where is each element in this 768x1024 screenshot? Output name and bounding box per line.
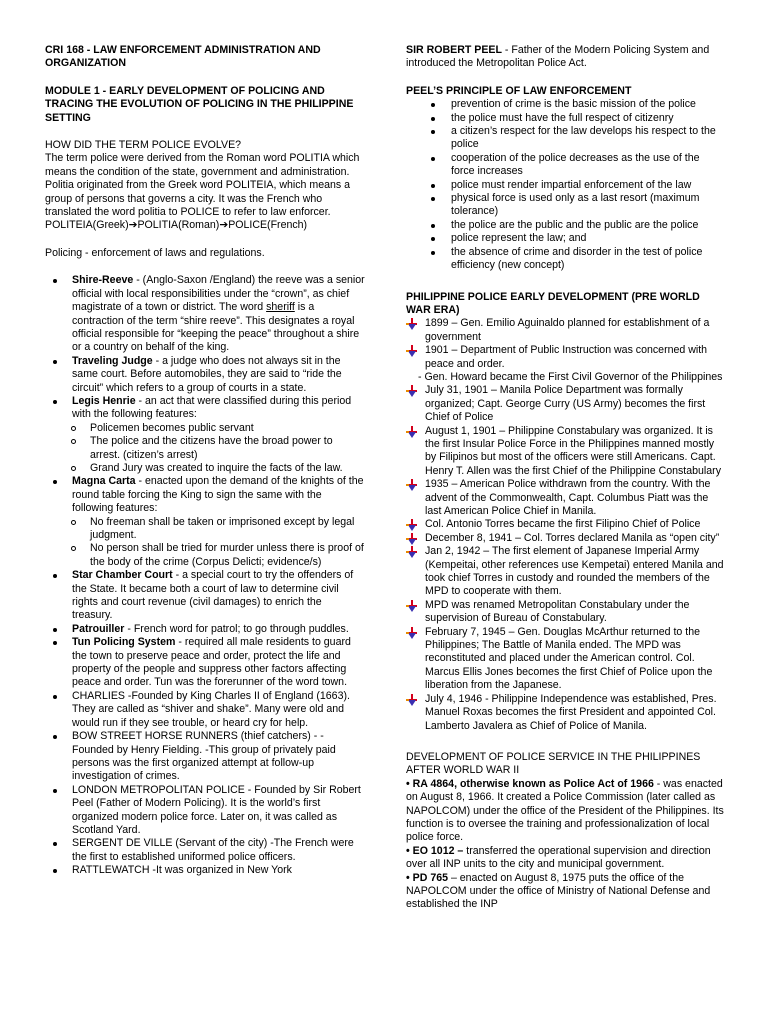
arrow-bullet-icon (406, 318, 418, 330)
item-term: Patrouiller (72, 622, 125, 635)
timeline-item (406, 344, 724, 371)
intro-paragraph: The term police were derived from the Roman word POLITIA which means the condition of the state, government and administration. Politia originated from the Greek word POLITEIA, which means a group of persons that governs a city. It was the French who translated the word politia to POLICE to refer to law enforcer. (45, 152, 360, 219)
arrow-icon: ➔ (128, 219, 138, 232)
law-desc: transferred the operational supervision and direction over all INP units to the city and municipal government. (406, 844, 711, 871)
timeline-text: MPD was renamed Metropolitan Constabulary under the supervision of Bureau of Constabulary. (425, 598, 690, 625)
law-desc: - was enacted on August 8, 1966. It created a Police Commission (later called as NAPOLCOM) under the office of the President of the Philippines. Its function is to oversee the training and professionalization of local police force. (406, 777, 724, 844)
right-column (406, 44, 724, 912)
list-item (45, 475, 365, 515)
timeline-text: 1901 – Department of Public Instruction was concerned with peace and order. (425, 344, 708, 370)
etym-greek: POLITEIA(Greek) (45, 219, 129, 232)
timeline-item (406, 599, 724, 626)
arrow-bullet-icon (406, 546, 418, 558)
etymology-line (45, 219, 365, 232)
principles-title: PEEL’S PRINCIPLE OF LAW ENFORCEMENT (406, 84, 632, 97)
peel-intro (406, 44, 724, 71)
principle-item: prevention of crime is the basic mission of the police (406, 98, 724, 111)
early-development-title: PHILIPPINE POLICE EARLY DEVELOPMENT (PRE WORLD WAR ERA) (406, 290, 700, 316)
timeline-item (406, 425, 724, 479)
underlined-word: sheriff (266, 301, 295, 314)
history-list (45, 274, 365, 877)
etym-roman: POLITIA(Roman) (137, 219, 220, 232)
principle-item: the absence of crime and disorder in the test of police efficiency (new concept) (406, 246, 724, 273)
timeline-item (406, 626, 724, 693)
item-term: Traveling Judge (72, 354, 153, 367)
law-desc: – enacted on August 8, 1975 puts the office of the NAPOLCOM under the office of Ministry of National Defense and established the INP (406, 871, 711, 911)
list-item (45, 355, 365, 395)
principle-item: police represent the law; and (406, 232, 724, 245)
item-term: Tun Policing System (72, 636, 176, 649)
item-term: Magna Carta (72, 475, 136, 488)
arrow-bullet-icon (406, 519, 418, 531)
sub-list-item: Policemen becomes public servant (45, 422, 365, 435)
arrow-icon: ➔ (219, 219, 229, 232)
list-item (45, 636, 365, 690)
arrow-bullet-icon (406, 600, 418, 612)
timeline-item (406, 532, 724, 545)
arrow-bullet-icon (406, 533, 418, 545)
list-item: BOW STREET HORSE RUNNERS (thief catchers) - -Founded by Henry Fielding. -This group of privately paid persons was the first organized attempt at follow-up investigation of crimes. (45, 730, 365, 784)
principle-item: physical force is used only as a last resort (maximum tolerance) (406, 192, 724, 219)
list-item (45, 274, 365, 354)
timeline-item (406, 317, 724, 344)
course-title: CRI 168 - LAW ENFORCEMENT ADMINISTRATION AND ORGANIZATION (45, 44, 321, 70)
principle-item: the police are the public and the public are the police (406, 219, 724, 232)
principle-item: police must render impartial enforcement of the law (406, 179, 724, 192)
timeline-text: February 7, 1945 – Gen. Douglas McArthur returned to the Philippines; The Battle of Manila ended. The MPD was reconstituted and placed under the American control. Col. Marcus Ellis Jones becomes the first Chief of Police upon the liberation from the Japanese. (425, 625, 713, 692)
item-term: Legis Henrie (72, 394, 136, 407)
item-text: - enacted upon the demand of the knights of the round table forcing the King to sign the same with the following features: (72, 475, 364, 515)
peel-desc: - Father of the Modern Policing System and introduced the Metropolitan Police Act. (406, 44, 710, 70)
timeline-item (406, 478, 724, 518)
item-text: - a judge who does not always sit in the same court. Before automobiles, they are said to “ride the circuit” which refers to a group of courts in a state. (72, 354, 342, 394)
arrow-bullet-icon (406, 479, 418, 491)
post-war-title: DEVELOPMENT OF POLICE SERVICE IN THE PHILIPPINES AFTER WORLD WAR II (406, 750, 701, 777)
arrow-bullet-icon (406, 385, 418, 397)
timeline-text: Col. Antonio Torres became the first Filipino Chief of Police (425, 518, 701, 531)
principle-item: the police must have the full respect of citizenry (406, 112, 724, 125)
item-text: - a special court to try the offenders of the State. It became both a court of law to determine civil rights and court revenue (civil damages) to enrich the treasury. (72, 569, 354, 622)
item-text: - French word for patrol; to go through puddles. (124, 622, 349, 635)
timeline-item (406, 545, 724, 599)
list-item (45, 569, 365, 623)
timeline-text: Jan 2, 1942 – The first element of Japanese Imperial Army (Kempeitai, other references use Kempetai) entered Manila and took chief Torres in custody and rounded the members of the MPD to cooperate with them. (425, 545, 724, 598)
etym-french: POLICE(French) (228, 219, 308, 232)
law-name: EO 1012 – (412, 844, 464, 857)
timeline-text: August 1, 1901 – Philippine Constabulary was organized. It is the first Insular Police Force in the Philippines manned mostly by Filipinos but most of the officers were still Americans. Capt. Henry T. Allen was the first Chief of the Philippine Constabulary (425, 424, 721, 477)
timeline-list (406, 317, 724, 733)
arrow-bullet-icon (406, 426, 418, 438)
item-text: is a contraction of the term “shire reeve”. This designates a royal official responsible for “keeping the peace” throughout a shire or a country on behalf of the king. (72, 301, 360, 354)
timeline-item (406, 384, 724, 424)
list-item: CHARLIES -Founded by King Charles II of England (1663). They are called as “shiver and shake”. Many were old and would run if they see trouble, or heard cry for help. (45, 690, 365, 730)
module-title: MODULE 1 - EARLY DEVELOPMENT OF POLICING AND TRACING THE EVOLUTION OF POLICING IN THE PHILIPPINE SETTING (45, 84, 354, 124)
bullet-glyph: • (406, 777, 413, 790)
principle-item: cooperation of the police decreases as the use of the force increases (406, 152, 724, 179)
timeline-item (406, 518, 724, 531)
list-item (45, 623, 365, 636)
bullet-glyph: • (406, 871, 413, 884)
principles-list (406, 98, 724, 272)
timeline-text: July 31, 1901 – Manila Police Department was formally organized; Capt. George Curry (US Army) becomes the first Chief of Police (425, 384, 706, 424)
timeline-text: 1899 – Gen. Emilio Aguinaldo planned for establishment of a government (425, 317, 710, 343)
list-item: LONDON METROPOLITAN POLICE - Founded by Sir Robert Peel (Father of Modern Policing). It is the world’s first organized modern police force. Later on, it was called as Scotland Yard. (45, 784, 365, 838)
timeline-text: 1935 – American Police withdrawn from the country. With the advent of the Commonwealth, Capt. Columbus Piatt was the last American Police Chief in Manila. (425, 478, 711, 517)
item-text: - an act that were classified during this period with the following features: (72, 394, 352, 421)
arrow-bullet-icon (406, 627, 418, 639)
list-item (45, 395, 365, 422)
timeline-text: December 8, 1941 – Col. Torres declared Manila as “open city” (425, 531, 720, 544)
sub-list-item: Grand Jury was created to inquire the facts of the law. (45, 462, 365, 475)
left-column (45, 44, 365, 878)
timeline-item (406, 693, 724, 733)
bullet-glyph: • (406, 844, 413, 857)
peel-name: SIR ROBERT PEEL (406, 44, 502, 56)
item-term: Star Chamber Court (72, 569, 173, 582)
principle-item: a citizen’s respect for the law develops his respect to the police (406, 125, 724, 152)
sub-list-item: No person shall be tried for murder unless there is proof of the body of the crime (Corpus Delicti; evidence/s) (45, 542, 365, 569)
list-item: RATTLEWATCH -It was organized in New York (45, 864, 365, 877)
law-name: PD 765 (412, 871, 448, 884)
law-name: RA 4864, otherwise known as Police Act of 1966 (412, 777, 654, 790)
sub-list-item: No freeman shall be taken or imprisoned except by legal judgment. (45, 516, 365, 543)
sub-list-item: The police and the citizens have the broad power to arrest. (citizen’s arrest) (45, 435, 365, 462)
post-war-item (406, 778, 724, 845)
item-text: - required all male residents to guard the town to preserve peace and order, protect the life and property of the people and suppress other factors affecting peace and order. Tun was the forerunner of the word town. (72, 636, 351, 689)
post-war-item (406, 845, 724, 872)
arrow-bullet-icon (406, 694, 418, 706)
list-item: SERGENT DE VILLE (Servant of the city) -The French were the first to established uniformed police officers. (45, 837, 365, 864)
item-text: - (Anglo-Saxon /England) the reeve was a senior official with local responsibilities under the “crown”, as chief magistrate of a town or district. The word (72, 274, 365, 314)
timeline-note: - Gen. Howard became the First Civil Governor of the Philippines (418, 370, 723, 383)
item-term: Shire-Reeve (72, 274, 134, 287)
section-question: HOW DID THE TERM POLICE EVOLVE? (45, 139, 242, 152)
timeline-text: July 4, 1946 - Philippine Independence was established, Pres. Manuel Roxas becomes the first President and appointed Col. Lamberto Javalera as Chief of Police of Manila. (425, 692, 717, 732)
policing-definition: Policing - enforcement of laws and regulations. (45, 246, 265, 259)
arrow-bullet-icon (406, 345, 418, 357)
post-war-item (406, 872, 724, 912)
